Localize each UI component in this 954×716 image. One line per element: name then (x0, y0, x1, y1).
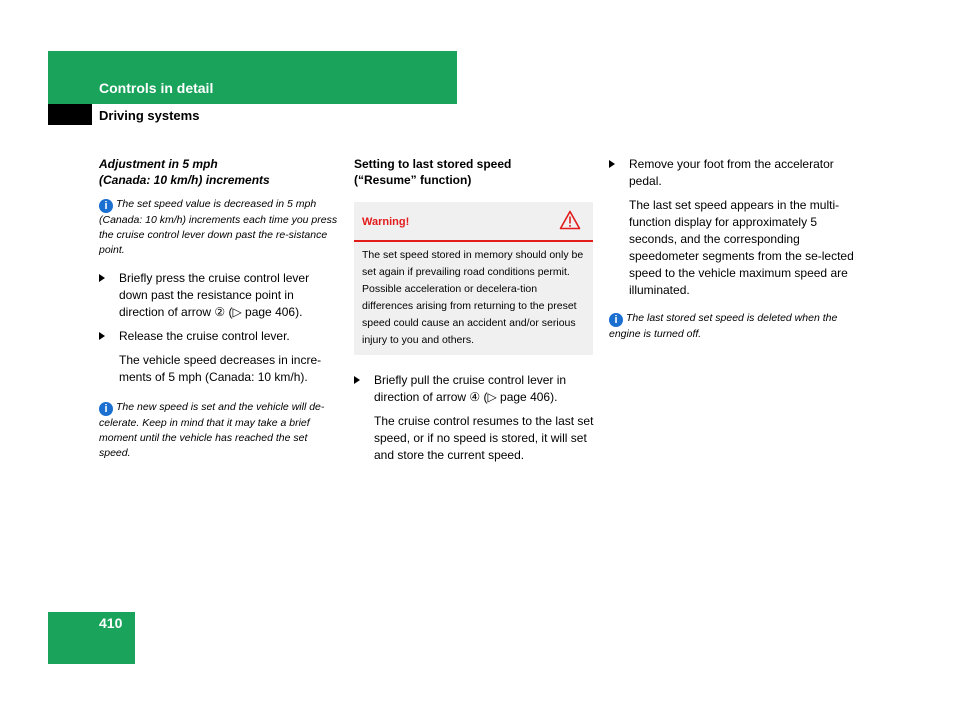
display-description: The last set speed appears in the multi-function display for approximately 5 seconds, and the corresponding speedometer segments from the se-lected speed to the vehicle maximum speed are illuminated. (629, 198, 854, 297)
arrow-number-4: ④ (469, 390, 481, 404)
instruction-text: Briefly pull the cruise control lever in direction of arrow (374, 373, 567, 404)
warning-box (354, 202, 593, 355)
info-note-text: The set speed value is decreased in 5 mph (Canada: 10 km/h) increments each time you press the cruise control lever down past the re-sistance point. (99, 198, 338, 256)
info-icon: i (99, 199, 113, 213)
info-note-text: The new speed is set and the vehicle will de-celerate. Keep in mind that it may take a brief moment until the vehicle has reached the set speed. (99, 401, 325, 459)
column-left (99, 156, 339, 473)
subsection-title: Driving systems (99, 108, 200, 123)
bullet-arrow-icon (99, 332, 105, 340)
page-number: 410 (99, 615, 123, 631)
info-note-decrease (99, 197, 339, 258)
warning-header (354, 202, 593, 242)
instruction-text: Release the cruise control lever. (119, 329, 290, 343)
header-black-tab (48, 104, 92, 125)
info-note-deleted (609, 311, 854, 342)
resume-heading (354, 156, 594, 188)
speed-decrease-text: The vehicle speed decreases in incre-ments of 5 mph (Canada: 10 km/h). (119, 353, 322, 384)
resume-heading-line2: (“Resume” function) (354, 173, 472, 187)
bullet-arrow-icon (99, 274, 105, 282)
info-icon: i (99, 402, 113, 416)
column-middle (354, 156, 594, 472)
adjustment-heading-line1: Adjustment in 5 mph (99, 157, 218, 171)
warning-title: Warning! (362, 216, 410, 228)
instruction-remove-foot (609, 156, 854, 190)
resume-heading-line1: Setting to last stored speed (354, 157, 512, 171)
adjustment-heading-line2: (Canada: 10 km/h) increments (99, 173, 270, 187)
column-right (609, 156, 854, 354)
bullet-arrow-icon (354, 376, 360, 384)
info-note-new-speed (99, 400, 339, 461)
warning-triangle-icon (559, 210, 581, 230)
arrow-number-2: ② (214, 305, 226, 319)
warning-text: The set speed stored in memory should only be set again if prevailing road conditions permit. Possible acceleration or decelera-tion differences arising from returning to the preset speed could cause an accident and/or serious injury to you and others. (362, 249, 584, 346)
instruction-pull-lever (354, 372, 594, 406)
adjustment-heading (99, 156, 339, 188)
header-green-bar (48, 51, 457, 104)
info-icon: i (609, 313, 623, 327)
instruction-press-lever (99, 270, 339, 321)
page-reference: (▷ page 406). (480, 390, 558, 404)
instruction-text: Briefly press the cruise control lever down past the resistance point in direction of arrow (119, 271, 310, 319)
instruction-text: Remove your foot from the accelerator pedal. (629, 157, 834, 188)
bullet-arrow-icon (609, 160, 615, 168)
resume-description: The cruise control resumes to the last set speed, or if no speed is stored, it will set and store the current speed. (374, 414, 594, 462)
section-title: Controls in detail (99, 80, 214, 96)
info-note-text: The last stored set speed is deleted when the engine is turned off. (609, 312, 838, 340)
page-reference: (▷ page 406). (225, 305, 303, 319)
instruction-release-lever (99, 328, 339, 345)
